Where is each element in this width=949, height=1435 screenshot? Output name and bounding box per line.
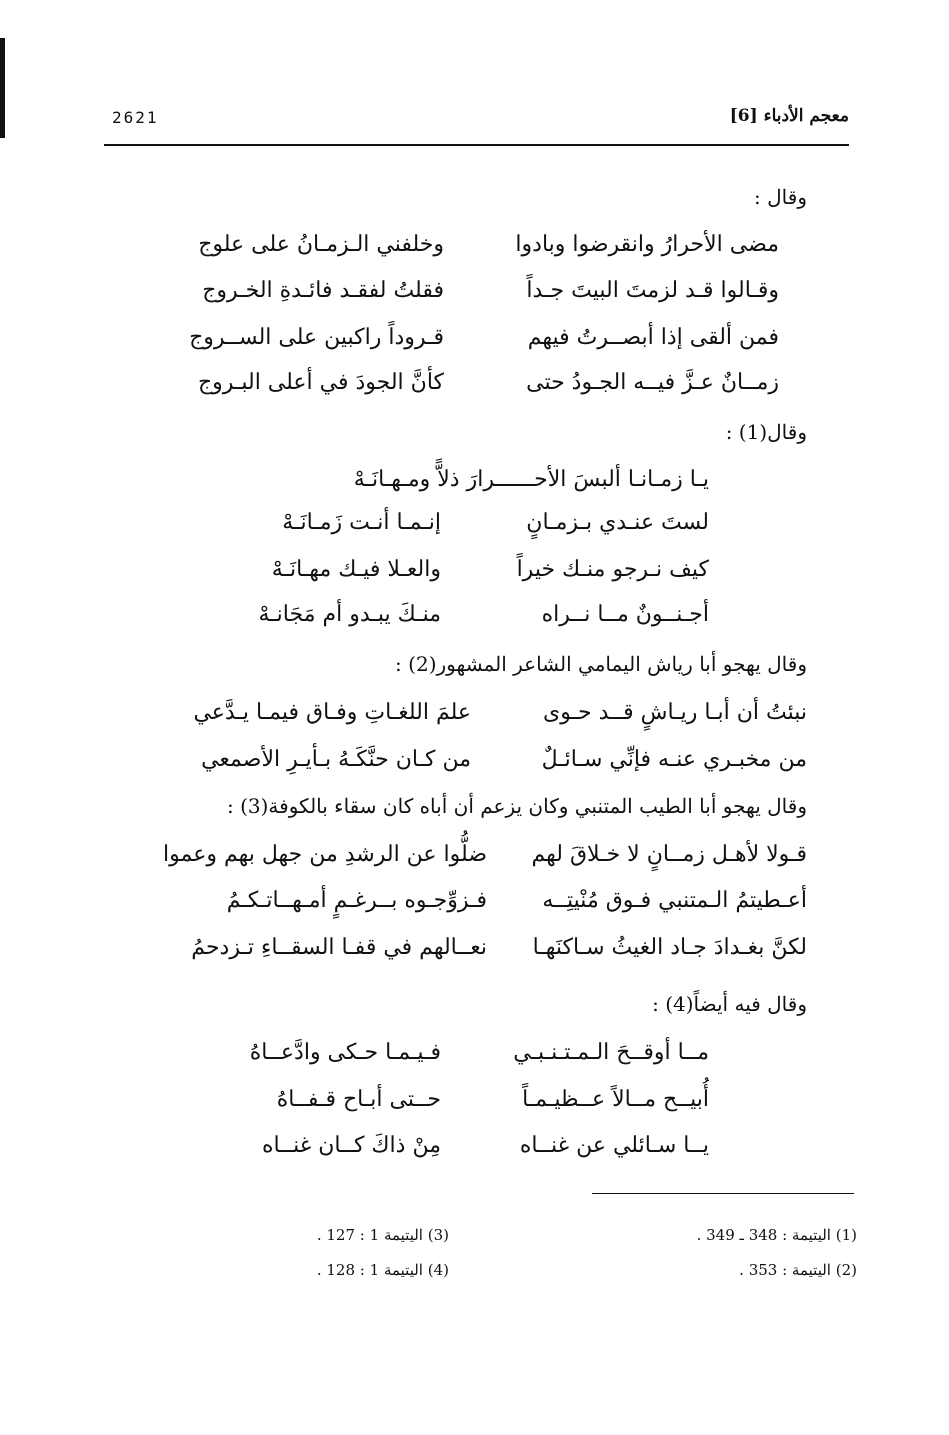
verse-line	[0, 325, 949, 361]
section-intro: وقال(1) :	[725, 420, 807, 444]
verse-hemistich-first: زمــانٌ عـزَّ فيــه الجـودُ حتى	[526, 370, 779, 395]
verse-line	[0, 467, 949, 503]
verse-line	[0, 935, 949, 971]
verse-hemistich-first: أعـطيتمُ الـمتنبي فـوق مُنْيتِــه	[542, 888, 807, 913]
verse-hemistich-second: منـكَ يبـدو أم مَجَانـهْ	[258, 602, 441, 627]
verse-hemistich-second: فـيـمـا حـكى وادَّعــاهُ	[249, 1040, 441, 1065]
verse-hemistich-second: وخلفني الـزمـانُ على علوج	[198, 232, 444, 257]
verse-line	[0, 278, 949, 314]
verse-hemistich-second: نعــالهم في قفـا السقــاءِ تـزدحمُ	[191, 935, 487, 960]
verse-line	[0, 888, 949, 924]
verse-line	[0, 602, 949, 638]
verse-hemistich-first: من مخبـري عنـه فإنِّي سـائـلٌ	[541, 747, 807, 772]
footnote: (1) اليتيمة : 348 ـ 349 .	[696, 1226, 857, 1244]
verse-line	[0, 370, 949, 406]
header-rule	[104, 144, 849, 146]
running-head	[104, 106, 849, 146]
verse-line	[0, 1087, 949, 1123]
verse-hemistich-first: أجـنــونٌ مــا نــراه	[541, 602, 709, 627]
verse-hemistich-second: من كـان حنَّكَـهُ بـأيـرِ الأصمعي	[201, 747, 471, 772]
verse-hemistich-first: وقـالوا قـد لزمتَ البيتَ جـداً	[526, 278, 779, 303]
footnote: (3) اليتيمة 1 : 127 .	[316, 1226, 449, 1244]
verse-hemistich-first: فمن ألقى إذا أبصــرتُ فيهم	[527, 325, 779, 350]
verse-line	[0, 842, 949, 878]
verse-hemistich-second: كأنَّ الجودَ في أعلى البـروج	[197, 370, 444, 395]
verse-line	[0, 557, 949, 593]
section-intro: وقال :	[754, 185, 807, 209]
verse-line	[0, 510, 949, 546]
verse-line	[0, 747, 949, 783]
verse-hemistich-first: لستَ عنـدي بـزمـانٍ	[526, 510, 709, 535]
verse-hemistich-second: قـروداً راكبين على الســروج	[189, 325, 444, 350]
verse-line	[0, 232, 949, 268]
section-intro: وقال فيه أيضاً(4) :	[652, 992, 807, 1016]
footnote-rule	[592, 1193, 854, 1194]
verse-full-line: يـا زمـانـا ألبسَ الأحــــــرارَ ذلاًّ ومـهـانَـهْ	[353, 467, 709, 492]
verse-hemistich-first: لكنَّ بغـدادَ جـاد الغيثُ سـاكنَهـا	[532, 935, 807, 960]
verse-hemistich-second: إنـمـا أنـت زَمـانَـهْ	[282, 510, 441, 535]
book-title: معجم الأدباء [6]	[729, 106, 849, 126]
verse-hemistich-second: فـزوِّجـوه بــرغـمٍ أمـهــاتـكـمُ	[226, 888, 487, 913]
section-intro: وقال يهجو أبا الطيب المتنبي وكان يزعم أن أباه كان سقاء بالكوفة(3) :	[226, 794, 807, 818]
verse-hemistich-first: مضى الأحرارُ وانقرضوا وبادوا	[515, 232, 779, 257]
verse-hemistich-second: مِنْ ذاكَ كــان غنــاه	[261, 1133, 441, 1158]
footnote: (4) اليتيمة 1 : 128 .	[316, 1261, 449, 1279]
verse-hemistich-first: نبئتُ أن أبـا ريـاشٍ قــد حـوى	[543, 700, 807, 725]
verse-hemistich-second: علمَ اللغـاتِ وفـاق فيمـا يـدَّعي	[193, 700, 471, 725]
verse-hemistich-first: أُبيــح مــالاً عــظيـمـاً	[522, 1087, 709, 1112]
footnote: (2) اليتيمة : 353 .	[739, 1261, 857, 1279]
verse-hemistich-first: مــا أوقــحَ الـمـتـنـبـي	[513, 1040, 709, 1065]
section-intro: وقال يهجو أبا رياش اليمامي الشاعر المشهور(2) :	[395, 652, 807, 676]
verse-hemistich-first: كيف نـرجو منـك خيراً	[516, 557, 709, 582]
page-number: 2621	[112, 108, 159, 127]
verse-line	[0, 1133, 949, 1169]
verse-hemistich-second: والعـلا فيـك مهـانَـهْ	[271, 557, 441, 582]
verse-hemistich-second: فقلتُ لفقـد فائـدةِ الخـروج	[202, 278, 444, 303]
verse-line	[0, 700, 949, 736]
verse-hemistich-first: قـولا لأهـل زمــانٍ لا خـلاقَ لهم	[531, 842, 807, 867]
verse-hemistich-first: يــا سـائلي عن غنــاه	[519, 1133, 709, 1158]
verse-line	[0, 1040, 949, 1076]
verse-hemistich-second: ضلُّوا عن الرشدِ من جهل بهم وعموا	[163, 842, 487, 867]
page-spine-mark	[0, 38, 5, 138]
verse-hemistich-second: حــتى أبـاح قـفــاهُ	[276, 1087, 441, 1112]
